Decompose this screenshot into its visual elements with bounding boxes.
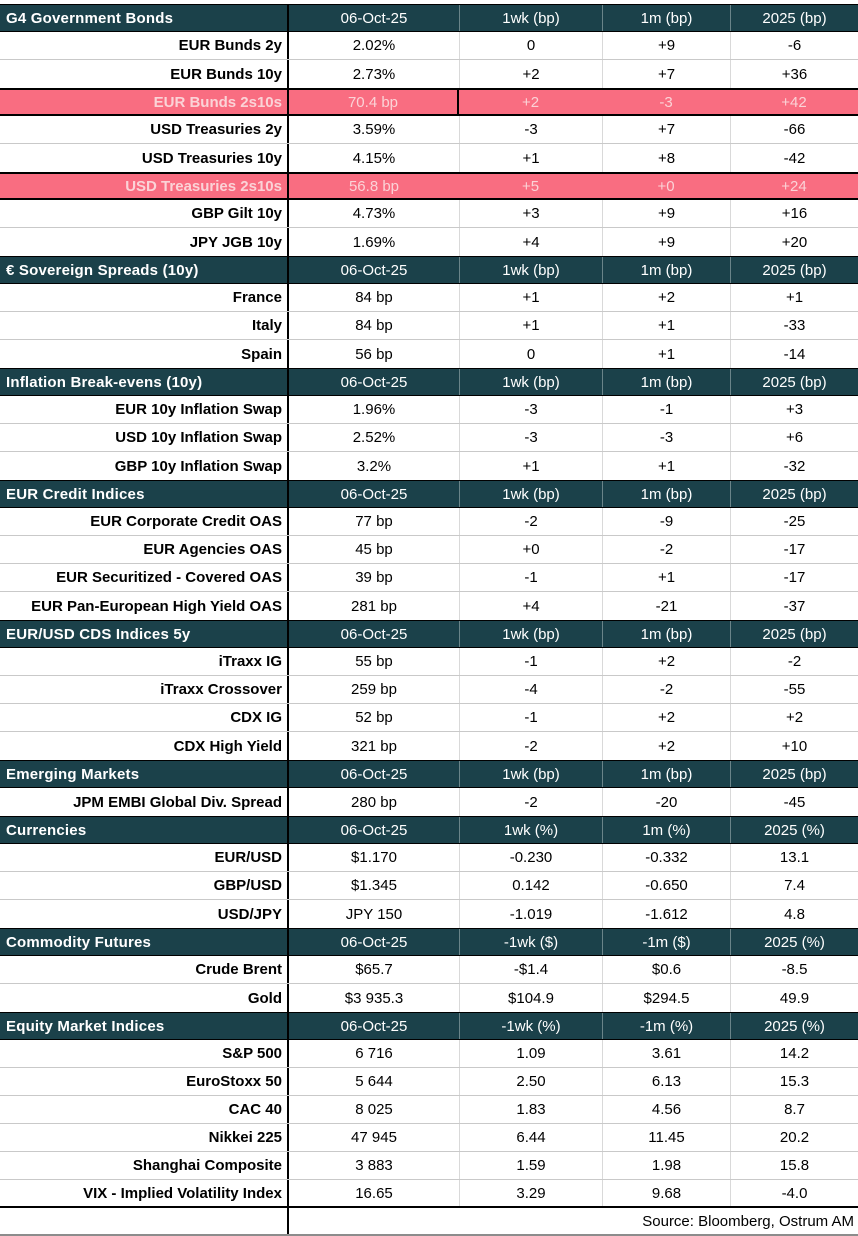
cell-value: 1.59: [459, 1152, 602, 1179]
cell-value: 0: [459, 340, 602, 368]
table-row-itraxx-crossover: [0, 676, 858, 704]
cell-value: +1: [459, 144, 602, 172]
table-row-eurostoxx-50: [0, 1068, 858, 1096]
cell-value: 56.8 bp: [348, 177, 400, 195]
column-header: 2025 (%): [730, 1013, 858, 1039]
cell-value: +24: [781, 177, 807, 195]
table-row-crude-brent: [0, 956, 858, 984]
column-header: 06-Oct-25: [340, 933, 408, 951]
cell-value: +9: [602, 228, 730, 256]
cell-value: -32: [730, 452, 858, 480]
cell-value: 1.98: [602, 1152, 730, 1179]
cell-value: +20: [730, 228, 858, 256]
row-label: Shanghai Composite: [0, 1152, 289, 1179]
cell-value: 49.9: [730, 984, 858, 1012]
table-row-s-p-500: [0, 1040, 858, 1068]
cell-value: $0.6: [602, 956, 730, 983]
cell-value: +1: [602, 564, 730, 591]
cell-value: -55: [730, 676, 858, 703]
row-label: CAC 40: [0, 1096, 289, 1123]
section-header-inflation-break-evens-10y: [0, 368, 858, 396]
table-row-cac-40: [0, 1096, 858, 1124]
column-header: 1wk (%): [459, 817, 602, 843]
column-header: 2025 (bp): [730, 481, 858, 507]
section-header-emerging-markets: [0, 760, 858, 788]
row-label: S&P 500: [0, 1040, 289, 1067]
column-header: 1wk (bp): [459, 5, 602, 31]
cell-value: -2: [602, 676, 730, 703]
row-label: Italy: [0, 312, 289, 339]
column-header: 1m (bp): [602, 761, 730, 787]
cell-value: +4: [459, 592, 602, 620]
cell-value: -37: [730, 592, 858, 620]
table-row-eur-corporate-credit-oas: [0, 508, 858, 536]
cell-value: -1.019: [459, 900, 602, 928]
cell-value: 2.50: [459, 1068, 602, 1095]
cell-value: +2: [459, 60, 602, 88]
cell-value: 8.7: [730, 1096, 858, 1123]
column-header: 1m (%): [602, 817, 730, 843]
cell-value: 281 bp: [351, 597, 397, 615]
cell-value: 6.44: [459, 1124, 602, 1151]
table-row-shanghai-composite: [0, 1152, 858, 1180]
table-row-eur-10y-inflation-swap: [0, 396, 858, 424]
table-row-jpm-embi-global-div-spread: [0, 788, 858, 816]
column-header: 06-Oct-25: [340, 373, 408, 391]
cell-value: +7: [602, 116, 730, 143]
cell-value: +0: [657, 177, 675, 195]
table-row-itraxx-ig: [0, 648, 858, 676]
column-header: 1wk (bp): [459, 761, 602, 787]
column-header: 1wk (bp): [459, 257, 602, 283]
cell-value: 3.2%: [356, 457, 392, 475]
section-header-commodity-futures: [0, 928, 858, 956]
section-title: EUR/USD CDS Indices 5y: [0, 621, 289, 647]
section-title: Equity Market Indices: [0, 1013, 289, 1039]
table-row-usd-10y-inflation-swap: [0, 424, 858, 452]
column-header: 1wk (bp): [459, 481, 602, 507]
row-label: EUR Bunds 2y: [0, 32, 289, 59]
column-header: 1m (bp): [602, 257, 730, 283]
cell-value: 1.09: [459, 1040, 602, 1067]
column-header: 06-Oct-25: [340, 1017, 408, 1035]
cell-value: -2: [459, 788, 602, 816]
section-header-eur-credit-indices: [0, 480, 858, 508]
row-label: EuroStoxx 50: [0, 1068, 289, 1095]
column-header: -1m ($): [602, 929, 730, 955]
cell-value: 3.29: [459, 1180, 602, 1206]
cell-value: +8: [602, 144, 730, 172]
cell-value: +2: [602, 704, 730, 731]
cell-value: 6 716: [355, 1045, 393, 1062]
cell-value: 47 945: [351, 1129, 397, 1146]
cell-value: -$1.4: [459, 956, 602, 983]
cell-value: 0.142: [459, 872, 602, 899]
cell-value: $1.170: [351, 849, 397, 866]
section-title: G4 Government Bonds: [0, 5, 289, 31]
table-row-spain: [0, 340, 858, 368]
row-label: JPM EMBI Global Div. Spread: [0, 788, 289, 816]
table-row-eur-pan-european-high-yield-oas: [0, 592, 858, 620]
cell-value: $1.345: [351, 877, 397, 894]
cell-value: 16.65: [355, 1184, 393, 1202]
cell-value: 4.8: [730, 900, 858, 928]
cell-value: 39 bp: [355, 569, 393, 586]
cell-value: 280 bp: [351, 793, 397, 811]
section-title: Emerging Markets: [0, 761, 289, 787]
cell-value: +2: [602, 648, 730, 675]
cell-value: 259 bp: [351, 681, 397, 698]
column-header: 06-Oct-25: [340, 821, 408, 839]
section-header-equity-market-indices: [0, 1012, 858, 1040]
table-row-vix-implied-volatility-index: [0, 1180, 858, 1208]
cell-value: +1: [730, 284, 858, 311]
column-header: 1m (bp): [602, 5, 730, 31]
cell-value: -2: [730, 648, 858, 675]
cell-value: +3: [730, 396, 858, 423]
cell-value: $294.5: [602, 984, 730, 1012]
section-title: Currencies: [0, 817, 289, 843]
cell-value: -3: [459, 396, 602, 423]
cell-value: +1: [602, 312, 730, 339]
cell-value: -3: [459, 116, 602, 143]
row-label: EUR Corporate Credit OAS: [0, 508, 289, 535]
row-label: EUR/USD: [0, 844, 289, 871]
cell-value: 0: [459, 32, 602, 59]
table-row-eur-bunds-2y: [0, 32, 858, 60]
section-title: Commodity Futures: [0, 929, 289, 955]
row-label: CDX High Yield: [0, 732, 289, 760]
cell-value: -25: [730, 508, 858, 535]
cell-value: -33: [730, 312, 858, 339]
cell-value: -2: [459, 732, 602, 760]
column-header: 1wk (bp): [459, 621, 602, 647]
cell-value: -66: [730, 116, 858, 143]
cell-value: -1: [459, 648, 602, 675]
table-row-cdx-high-yield: [0, 732, 858, 760]
column-header: 2025 (bp): [730, 621, 858, 647]
column-header: 2025 (bp): [730, 761, 858, 787]
section-header-eur-usd-cds-indices-5y: [0, 620, 858, 648]
column-header: 1m (bp): [602, 621, 730, 647]
cell-value: 2.73%: [352, 65, 396, 83]
row-label: USD/JPY: [0, 900, 289, 928]
cell-value: -3: [659, 93, 673, 111]
column-header: 06-Oct-25: [340, 9, 408, 27]
cell-value: 9.68: [602, 1180, 730, 1206]
cell-value: 84 bp: [355, 317, 393, 334]
row-label: GBP Gilt 10y: [0, 200, 289, 227]
table-row-italy: [0, 312, 858, 340]
column-header: 06-Oct-25: [340, 765, 408, 783]
cell-value: +2: [602, 284, 730, 311]
cell-value: 77 bp: [355, 513, 393, 530]
column-header: 1m (bp): [602, 369, 730, 395]
cell-value: +1: [459, 452, 602, 480]
cell-value: +42: [781, 93, 807, 111]
cell-value: 20.2: [730, 1124, 858, 1151]
cell-value: JPY 150: [345, 905, 403, 923]
cell-value: 5 644: [355, 1073, 393, 1090]
column-header: 2025 (bp): [730, 5, 858, 31]
column-header: -1m (%): [602, 1013, 730, 1039]
row-label: GBP/USD: [0, 872, 289, 899]
cell-value: 1.96%: [352, 401, 396, 418]
table-row-jpy-jgb-10y: [0, 228, 858, 256]
row-label: VIX - Implied Volatility Index: [0, 1180, 289, 1206]
cell-value: -2: [459, 508, 602, 535]
row-label: EUR 10y Inflation Swap: [0, 396, 289, 423]
row-label: EUR Securitized - Covered OAS: [0, 564, 289, 591]
cell-value: +9: [602, 200, 730, 227]
footer-label-spacer: [0, 1208, 289, 1234]
cell-value: 6.13: [602, 1068, 730, 1095]
cell-value: -1: [459, 704, 602, 731]
cell-value: -4.0: [730, 1180, 858, 1206]
row-label: iTraxx Crossover: [0, 676, 289, 703]
cell-value: +10: [730, 732, 858, 760]
row-label: EUR Bunds 10y: [0, 60, 289, 88]
section-header-g4-government-bonds: [0, 4, 858, 32]
row-label: Nikkei 225: [0, 1124, 289, 1151]
row-label: Spain: [0, 340, 289, 368]
column-header: 2025 (bp): [730, 369, 858, 395]
column-header: 1wk (bp): [459, 369, 602, 395]
cell-value: $65.7: [355, 961, 393, 978]
cell-value: 14.2: [730, 1040, 858, 1067]
cell-value: -1: [602, 396, 730, 423]
cell-value: 13.1: [730, 844, 858, 871]
row-label: Crude Brent: [0, 956, 289, 983]
cell-value: -6: [730, 32, 858, 59]
cell-value: -17: [730, 536, 858, 563]
cell-value: 4.15%: [352, 149, 396, 167]
cell-value: $104.9: [459, 984, 602, 1012]
section-header-currencies: [0, 816, 858, 844]
cell-value: 1.83: [459, 1096, 602, 1123]
cell-value: 52 bp: [355, 709, 393, 726]
table-row-usd-treasuries-2y: [0, 116, 858, 144]
column-header: 06-Oct-25: [340, 625, 408, 643]
cell-value: +5: [521, 177, 540, 195]
cell-value: 7.4: [730, 872, 858, 899]
table-row-cdx-ig: [0, 704, 858, 732]
cell-value: -21: [602, 592, 730, 620]
cell-value: 56 bp: [355, 345, 393, 363]
table-row-gbp-gilt-10y: [0, 200, 858, 228]
cell-value: 2.52%: [352, 429, 396, 446]
cell-value: -4: [459, 676, 602, 703]
table-row-nikkei-225: [0, 1124, 858, 1152]
cell-value: +16: [730, 200, 858, 227]
cell-value: 4.73%: [352, 205, 396, 222]
row-label: USD 10y Inflation Swap: [0, 424, 289, 451]
column-header: -1wk ($): [459, 929, 602, 955]
cell-value: 2.02%: [352, 37, 396, 54]
row-label: France: [0, 284, 289, 311]
cell-value: +2: [521, 93, 540, 111]
cell-value: 3 883: [355, 1157, 393, 1174]
cell-value: -42: [730, 144, 858, 172]
cell-value: 8 025: [355, 1101, 393, 1118]
cell-value: 321 bp: [351, 737, 397, 755]
source-note: Source: Bloomberg, Ostrum AM: [642, 1212, 854, 1230]
cell-value: +4: [459, 228, 602, 256]
cell-value: -17: [730, 564, 858, 591]
column-header: 1m (bp): [602, 481, 730, 507]
row-label: USD Treasuries 2y: [0, 116, 289, 143]
cell-value: 3.59%: [352, 121, 396, 138]
row-label: USD Treasuries 2s10s: [0, 174, 289, 198]
section-header-sovereign-spreads-10y: [0, 256, 858, 284]
cell-value: $3 935.3: [344, 989, 404, 1007]
table-row-usd-treasuries-2s10s: [0, 172, 858, 200]
section-title: EUR Credit Indices: [0, 481, 289, 507]
row-label: EUR Pan-European High Yield OAS: [0, 592, 289, 620]
cell-value: -3: [602, 424, 730, 451]
cell-value: -2: [602, 536, 730, 563]
table-row-usd-treasuries-10y: [0, 144, 858, 172]
cell-value: +1: [602, 452, 730, 480]
column-header: 06-Oct-25: [340, 485, 408, 503]
table-row-usd-jpy: [0, 900, 858, 928]
cell-value: -8.5: [730, 956, 858, 983]
table-row-gbp-usd: [0, 872, 858, 900]
cell-value: -0.332: [602, 844, 730, 871]
table-row-eur-bunds-2s10s: [0, 88, 858, 116]
cell-value: +1: [459, 284, 602, 311]
cell-value: +9: [602, 32, 730, 59]
row-label: Gold: [0, 984, 289, 1012]
column-header: 2025 (bp): [730, 257, 858, 283]
cell-value: 84 bp: [355, 289, 393, 306]
cell-value: +2: [602, 732, 730, 760]
cell-value: 45 bp: [355, 541, 393, 558]
cell-value: -20: [602, 788, 730, 816]
cell-value: -9: [602, 508, 730, 535]
cell-value: +3: [459, 200, 602, 227]
row-label: CDX IG: [0, 704, 289, 731]
table-row-gbp-10y-inflation-swap: [0, 452, 858, 480]
cell-value: 15.3: [730, 1068, 858, 1095]
cell-value: 3.61: [602, 1040, 730, 1067]
cell-value: +0: [459, 536, 602, 563]
cell-value: 70.4 bp: [289, 90, 459, 114]
table-row-eur-securitized-covered-oas: [0, 564, 858, 592]
table-row-eur-bunds-10y: [0, 60, 858, 88]
cell-value: +2: [730, 704, 858, 731]
table-row-gold: [0, 984, 858, 1012]
table-row-eur-usd: [0, 844, 858, 872]
cell-value: -1.612: [602, 900, 730, 928]
column-header: 2025 (%): [730, 929, 858, 955]
cell-value: 4.56: [602, 1096, 730, 1123]
table-row-france: [0, 284, 858, 312]
row-label: JPY JGB 10y: [0, 228, 289, 256]
cell-value: -0.650: [602, 872, 730, 899]
footer-row: [0, 1208, 858, 1236]
row-label: EUR Agencies OAS: [0, 536, 289, 563]
row-label: USD Treasuries 10y: [0, 144, 289, 172]
cell-value: -45: [730, 788, 858, 816]
table-row-eur-agencies-oas: [0, 536, 858, 564]
row-label: iTraxx IG: [0, 648, 289, 675]
cell-value: +1: [602, 340, 730, 368]
cell-value: 1.69%: [352, 233, 396, 251]
cell-value: -14: [730, 340, 858, 368]
column-header: 2025 (%): [730, 817, 858, 843]
cell-value: 15.8: [730, 1152, 858, 1179]
column-header: 06-Oct-25: [340, 261, 408, 279]
cell-value: +6: [730, 424, 858, 451]
cell-value: +36: [730, 60, 858, 88]
cell-value: -0.230: [459, 844, 602, 871]
cell-value: +7: [602, 60, 730, 88]
cell-value: +1: [459, 312, 602, 339]
row-label: EUR Bunds 2s10s: [0, 90, 289, 114]
section-title: Inflation Break-evens (10y): [0, 369, 289, 395]
row-label: GBP 10y Inflation Swap: [0, 452, 289, 480]
column-header: -1wk (%): [459, 1013, 602, 1039]
section-title: € Sovereign Spreads (10y): [0, 257, 289, 283]
cell-value: -3: [459, 424, 602, 451]
cell-value: 11.45: [602, 1124, 730, 1151]
cell-value: 55 bp: [355, 653, 393, 670]
cell-value: -1: [459, 564, 602, 591]
